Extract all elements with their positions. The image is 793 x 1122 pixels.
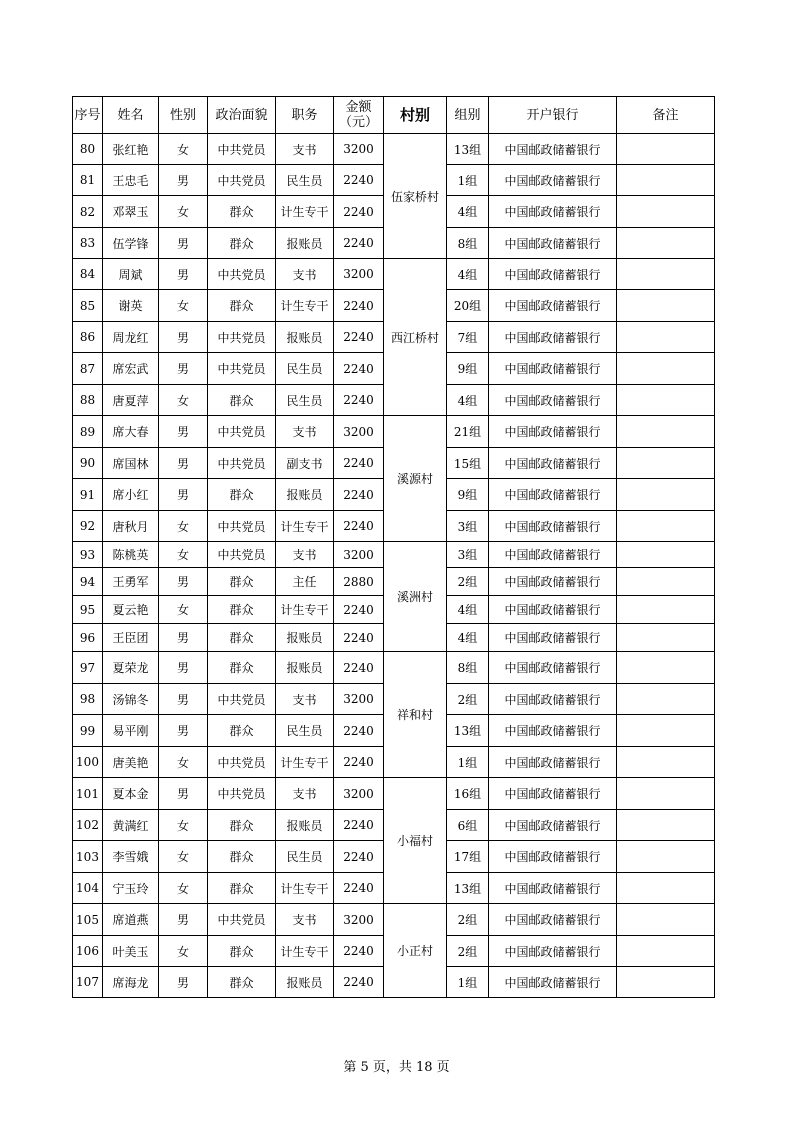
cell-name: 王臣团 xyxy=(103,624,159,652)
cell-bank: 中国邮政储蓄银行 xyxy=(489,778,617,810)
table-row xyxy=(73,542,715,568)
cell-village: 小正村 xyxy=(384,904,447,998)
cell-group: 6组 xyxy=(447,810,489,841)
cell-bank: 中国邮政储蓄银行 xyxy=(489,448,617,479)
cell-bank: 中国邮政储蓄银行 xyxy=(489,479,617,511)
cell-gender: 女 xyxy=(159,196,208,228)
cell-gender: 男 xyxy=(159,448,208,479)
cell-politics: 中共党员 xyxy=(208,134,276,165)
cell-position: 主任 xyxy=(276,568,334,596)
cell-amount: 2240 xyxy=(334,936,384,967)
cell-index: 92 xyxy=(73,511,103,542)
cell-politics: 群众 xyxy=(208,936,276,967)
table-row xyxy=(73,134,715,165)
cell-amount: 3200 xyxy=(334,778,384,810)
header-row xyxy=(73,97,715,134)
cell-amount: 2240 xyxy=(334,448,384,479)
table-row xyxy=(73,259,715,290)
cell-gender: 男 xyxy=(159,228,208,259)
cell-amount: 3200 xyxy=(334,259,384,290)
cell-name: 席道燕 xyxy=(103,904,159,936)
cell-bank: 中国邮政储蓄银行 xyxy=(489,322,617,353)
cell-index: 97 xyxy=(73,652,103,684)
cell-amount: 2240 xyxy=(334,322,384,353)
cell-position: 民生员 xyxy=(276,841,334,873)
cell-politics: 中共党员 xyxy=(208,904,276,936)
cell-amount: 2240 xyxy=(334,810,384,841)
cell-group: 1组 xyxy=(447,747,489,778)
cell-gender: 女 xyxy=(159,747,208,778)
cell-bank: 中国邮政储蓄银行 xyxy=(489,967,617,998)
cell-name: 王忠毛 xyxy=(103,165,159,196)
cell-name: 席宏武 xyxy=(103,353,159,385)
cell-village: 溪源村 xyxy=(384,416,447,542)
cell-politics: 中共党员 xyxy=(208,542,276,568)
cell-note xyxy=(617,196,715,228)
cell-bank: 中国邮政储蓄银行 xyxy=(489,259,617,290)
cell-group: 4组 xyxy=(447,259,489,290)
cell-position: 支书 xyxy=(276,259,334,290)
cell-amount: 3200 xyxy=(334,684,384,715)
cell-amount: 2240 xyxy=(334,747,384,778)
cell-amount: 3200 xyxy=(334,904,384,936)
cell-name: 唐美艳 xyxy=(103,747,159,778)
cell-index: 91 xyxy=(73,479,103,511)
cell-name: 陈桃英 xyxy=(103,542,159,568)
table-row xyxy=(73,778,715,810)
cell-position: 计生专干 xyxy=(276,290,334,322)
cell-index: 95 xyxy=(73,596,103,624)
cell-name: 邓翠玉 xyxy=(103,196,159,228)
cell-note xyxy=(617,596,715,624)
cell-politics: 中共党员 xyxy=(208,511,276,542)
cell-politics: 群众 xyxy=(208,596,276,624)
cell-group: 8组 xyxy=(447,228,489,259)
cell-amount: 2240 xyxy=(334,624,384,652)
cell-index: 106 xyxy=(73,936,103,967)
cell-note xyxy=(617,904,715,936)
cell-group: 21组 xyxy=(447,416,489,448)
cell-position: 民生员 xyxy=(276,385,334,416)
cell-group: 3组 xyxy=(447,511,489,542)
cell-politics: 中共党员 xyxy=(208,747,276,778)
cell-position: 计生专干 xyxy=(276,936,334,967)
cell-position: 计生专干 xyxy=(276,873,334,904)
cell-position: 计生专干 xyxy=(276,196,334,228)
cell-gender: 男 xyxy=(159,165,208,196)
cell-index: 88 xyxy=(73,385,103,416)
cell-name: 谢英 xyxy=(103,290,159,322)
cell-gender: 女 xyxy=(159,596,208,624)
cell-note xyxy=(617,652,715,684)
cell-note xyxy=(617,416,715,448)
cell-gender: 女 xyxy=(159,290,208,322)
cell-note xyxy=(617,165,715,196)
cell-politics: 群众 xyxy=(208,652,276,684)
cell-village: 伍家桥村 xyxy=(384,134,447,259)
cell-politics: 群众 xyxy=(208,715,276,747)
cell-bank: 中国邮政储蓄银行 xyxy=(489,841,617,873)
cell-name: 黄满红 xyxy=(103,810,159,841)
header-amount: 金额（元） xyxy=(334,97,384,134)
cell-name: 席海龙 xyxy=(103,967,159,998)
cell-gender: 女 xyxy=(159,511,208,542)
cell-politics: 中共党员 xyxy=(208,259,276,290)
cell-position: 副支书 xyxy=(276,448,334,479)
cell-note xyxy=(617,715,715,747)
cell-politics: 中共党员 xyxy=(208,322,276,353)
header-politics: 政治面貌 xyxy=(208,97,276,134)
cell-name: 夏荣龙 xyxy=(103,652,159,684)
cell-position: 支书 xyxy=(276,904,334,936)
cell-note xyxy=(617,810,715,841)
cell-group: 15组 xyxy=(447,448,489,479)
cell-politics: 中共党员 xyxy=(208,165,276,196)
cell-bank: 中国邮政储蓄银行 xyxy=(489,936,617,967)
cell-group: 4组 xyxy=(447,624,489,652)
cell-position: 民生员 xyxy=(276,353,334,385)
cell-gender: 男 xyxy=(159,967,208,998)
cell-index: 84 xyxy=(73,259,103,290)
cell-amount: 2240 xyxy=(334,479,384,511)
cell-index: 100 xyxy=(73,747,103,778)
cell-bank: 中国邮政储蓄银行 xyxy=(489,873,617,904)
cell-amount: 3200 xyxy=(334,416,384,448)
cell-bank: 中国邮政储蓄银行 xyxy=(489,747,617,778)
cell-bank: 中国邮政储蓄银行 xyxy=(489,596,617,624)
cell-amount: 2240 xyxy=(334,511,384,542)
cell-gender: 男 xyxy=(159,259,208,290)
cell-bank: 中国邮政储蓄银行 xyxy=(489,568,617,596)
cell-group: 13组 xyxy=(447,134,489,165)
cell-index: 103 xyxy=(73,841,103,873)
cell-gender: 男 xyxy=(159,322,208,353)
personnel-table xyxy=(72,96,715,998)
cell-politics: 中共党员 xyxy=(208,416,276,448)
cell-position: 民生员 xyxy=(276,715,334,747)
header-group: 组别 xyxy=(447,97,489,134)
cell-politics: 群众 xyxy=(208,385,276,416)
cell-amount: 2240 xyxy=(334,596,384,624)
table-row xyxy=(73,904,715,936)
cell-position: 计生专干 xyxy=(276,511,334,542)
cell-name: 唐夏萍 xyxy=(103,385,159,416)
header-name: 姓名 xyxy=(103,97,159,134)
cell-position: 支书 xyxy=(276,778,334,810)
cell-index: 81 xyxy=(73,165,103,196)
cell-group: 2组 xyxy=(447,904,489,936)
cell-note xyxy=(617,228,715,259)
cell-note xyxy=(617,936,715,967)
cell-note xyxy=(617,322,715,353)
cell-bank: 中国邮政储蓄银行 xyxy=(489,196,617,228)
cell-group: 4组 xyxy=(447,385,489,416)
cell-group: 13组 xyxy=(447,715,489,747)
cell-amount: 3200 xyxy=(334,542,384,568)
cell-name: 夏云艳 xyxy=(103,596,159,624)
cell-index: 102 xyxy=(73,810,103,841)
cell-amount: 2240 xyxy=(334,165,384,196)
cell-bank: 中国邮政储蓄银行 xyxy=(489,810,617,841)
cell-village: 西江桥村 xyxy=(384,259,447,416)
cell-index: 98 xyxy=(73,684,103,715)
cell-bank: 中国邮政储蓄银行 xyxy=(489,624,617,652)
cell-index: 105 xyxy=(73,904,103,936)
cell-amount: 2240 xyxy=(334,652,384,684)
cell-group: 7组 xyxy=(447,322,489,353)
cell-politics: 群众 xyxy=(208,196,276,228)
cell-name: 周龙红 xyxy=(103,322,159,353)
cell-group: 20组 xyxy=(447,290,489,322)
cell-group: 2组 xyxy=(447,936,489,967)
cell-politics: 群众 xyxy=(208,228,276,259)
cell-bank: 中国邮政储蓄银行 xyxy=(489,652,617,684)
cell-note xyxy=(617,967,715,998)
cell-note xyxy=(617,624,715,652)
cell-position: 支书 xyxy=(276,416,334,448)
cell-politics: 群众 xyxy=(208,967,276,998)
cell-amount: 2240 xyxy=(334,715,384,747)
cell-gender: 男 xyxy=(159,652,208,684)
cell-politics: 中共党员 xyxy=(208,448,276,479)
cell-bank: 中国邮政储蓄银行 xyxy=(489,511,617,542)
cell-name: 易平刚 xyxy=(103,715,159,747)
cell-gender: 男 xyxy=(159,479,208,511)
cell-politics: 群众 xyxy=(208,479,276,511)
cell-name: 夏本金 xyxy=(103,778,159,810)
cell-index: 99 xyxy=(73,715,103,747)
cell-name: 汤锦冬 xyxy=(103,684,159,715)
cell-politics: 群众 xyxy=(208,290,276,322)
cell-politics: 中共党员 xyxy=(208,353,276,385)
cell-group: 4组 xyxy=(447,596,489,624)
cell-group: 9组 xyxy=(447,479,489,511)
cell-position: 计生专干 xyxy=(276,596,334,624)
cell-politics: 中共党员 xyxy=(208,778,276,810)
cell-note xyxy=(617,568,715,596)
cell-note xyxy=(617,873,715,904)
cell-politics: 群众 xyxy=(208,841,276,873)
cell-index: 104 xyxy=(73,873,103,904)
cell-position: 报账员 xyxy=(276,810,334,841)
cell-name: 李雪娥 xyxy=(103,841,159,873)
cell-index: 85 xyxy=(73,290,103,322)
header-village: 村别 xyxy=(384,97,447,134)
cell-gender: 女 xyxy=(159,873,208,904)
header-position: 职务 xyxy=(276,97,334,134)
cell-village: 小福村 xyxy=(384,778,447,904)
cell-index: 86 xyxy=(73,322,103,353)
table-row xyxy=(73,652,715,684)
cell-position: 支书 xyxy=(276,684,334,715)
cell-amount: 2240 xyxy=(334,353,384,385)
cell-politics: 中共党员 xyxy=(208,684,276,715)
cell-index: 83 xyxy=(73,228,103,259)
cell-group: 16组 xyxy=(447,778,489,810)
cell-note xyxy=(617,684,715,715)
header-index: 序号 xyxy=(73,97,103,134)
cell-amount: 2240 xyxy=(334,967,384,998)
cell-gender: 女 xyxy=(159,936,208,967)
cell-gender: 女 xyxy=(159,841,208,873)
cell-group: 1组 xyxy=(447,165,489,196)
cell-note xyxy=(617,385,715,416)
cell-note xyxy=(617,259,715,290)
cell-village: 溪洲村 xyxy=(384,542,447,652)
cell-gender: 男 xyxy=(159,568,208,596)
cell-note xyxy=(617,747,715,778)
cell-politics: 群众 xyxy=(208,873,276,904)
cell-note xyxy=(617,479,715,511)
cell-bank: 中国邮政储蓄银行 xyxy=(489,904,617,936)
cell-index: 93 xyxy=(73,542,103,568)
cell-amount: 3200 xyxy=(334,134,384,165)
cell-gender: 女 xyxy=(159,810,208,841)
cell-position: 报账员 xyxy=(276,479,334,511)
header-note: 备注 xyxy=(617,97,715,134)
cell-bank: 中国邮政储蓄银行 xyxy=(489,416,617,448)
cell-index: 96 xyxy=(73,624,103,652)
cell-name: 席国林 xyxy=(103,448,159,479)
cell-bank: 中国邮政储蓄银行 xyxy=(489,290,617,322)
cell-gender: 男 xyxy=(159,904,208,936)
header-bank: 开户银行 xyxy=(489,97,617,134)
cell-name: 席大春 xyxy=(103,416,159,448)
cell-amount: 2240 xyxy=(334,385,384,416)
cell-position: 民生员 xyxy=(276,165,334,196)
cell-index: 89 xyxy=(73,416,103,448)
cell-group: 9组 xyxy=(447,353,489,385)
cell-bank: 中国邮政储蓄银行 xyxy=(489,134,617,165)
cell-position: 报账员 xyxy=(276,624,334,652)
cell-index: 80 xyxy=(73,134,103,165)
cell-amount: 2880 xyxy=(334,568,384,596)
cell-gender: 女 xyxy=(159,385,208,416)
cell-bank: 中国邮政储蓄银行 xyxy=(489,228,617,259)
cell-bank: 中国邮政储蓄银行 xyxy=(489,542,617,568)
cell-index: 87 xyxy=(73,353,103,385)
cell-politics: 群众 xyxy=(208,568,276,596)
cell-note xyxy=(617,511,715,542)
cell-position: 报账员 xyxy=(276,652,334,684)
cell-name: 周斌 xyxy=(103,259,159,290)
cell-group: 1组 xyxy=(447,967,489,998)
cell-position: 支书 xyxy=(276,542,334,568)
cell-name: 叶美玉 xyxy=(103,936,159,967)
cell-village: 祥和村 xyxy=(384,652,447,778)
cell-bank: 中国邮政储蓄银行 xyxy=(489,684,617,715)
cell-name: 王勇军 xyxy=(103,568,159,596)
cell-index: 107 xyxy=(73,967,103,998)
cell-group: 13组 xyxy=(447,873,489,904)
cell-group: 8组 xyxy=(447,652,489,684)
page-footer: 第 5 页，共 18 页 xyxy=(343,1060,450,1075)
cell-amount: 2240 xyxy=(334,290,384,322)
table-row xyxy=(73,416,715,448)
cell-gender: 男 xyxy=(159,684,208,715)
cell-gender: 女 xyxy=(159,542,208,568)
cell-position: 支书 xyxy=(276,134,334,165)
header-gender: 性别 xyxy=(159,97,208,134)
cell-bank: 中国邮政储蓄银行 xyxy=(489,353,617,385)
cell-note xyxy=(617,290,715,322)
cell-index: 94 xyxy=(73,568,103,596)
cell-amount: 2240 xyxy=(334,841,384,873)
cell-note xyxy=(617,778,715,810)
cell-amount: 2240 xyxy=(334,228,384,259)
cell-note xyxy=(617,448,715,479)
cell-bank: 中国邮政储蓄银行 xyxy=(489,385,617,416)
cell-gender: 男 xyxy=(159,778,208,810)
cell-group: 2组 xyxy=(447,568,489,596)
cell-gender: 男 xyxy=(159,624,208,652)
cell-position: 计生专干 xyxy=(276,747,334,778)
cell-politics: 群众 xyxy=(208,624,276,652)
cell-name: 唐秋月 xyxy=(103,511,159,542)
cell-index: 90 xyxy=(73,448,103,479)
cell-gender: 男 xyxy=(159,715,208,747)
cell-name: 伍学锋 xyxy=(103,228,159,259)
cell-group: 17组 xyxy=(447,841,489,873)
cell-index: 101 xyxy=(73,778,103,810)
cell-position: 报账员 xyxy=(276,967,334,998)
cell-gender: 女 xyxy=(159,134,208,165)
cell-gender: 男 xyxy=(159,416,208,448)
cell-note xyxy=(617,353,715,385)
cell-amount: 2240 xyxy=(334,873,384,904)
cell-name: 张红艳 xyxy=(103,134,159,165)
cell-amount: 2240 xyxy=(334,196,384,228)
table-body xyxy=(73,97,715,998)
cell-index: 82 xyxy=(73,196,103,228)
cell-politics: 群众 xyxy=(208,810,276,841)
cell-note xyxy=(617,134,715,165)
cell-note xyxy=(617,841,715,873)
cell-group: 3组 xyxy=(447,542,489,568)
cell-bank: 中国邮政储蓄银行 xyxy=(489,165,617,196)
cell-gender: 男 xyxy=(159,353,208,385)
cell-group: 4组 xyxy=(447,196,489,228)
cell-bank: 中国邮政储蓄银行 xyxy=(489,715,617,747)
cell-name: 席小红 xyxy=(103,479,159,511)
cell-position: 报账员 xyxy=(276,228,334,259)
cell-note xyxy=(617,542,715,568)
cell-name: 宁玉玲 xyxy=(103,873,159,904)
cell-position: 报账员 xyxy=(276,322,334,353)
cell-group: 2组 xyxy=(447,684,489,715)
